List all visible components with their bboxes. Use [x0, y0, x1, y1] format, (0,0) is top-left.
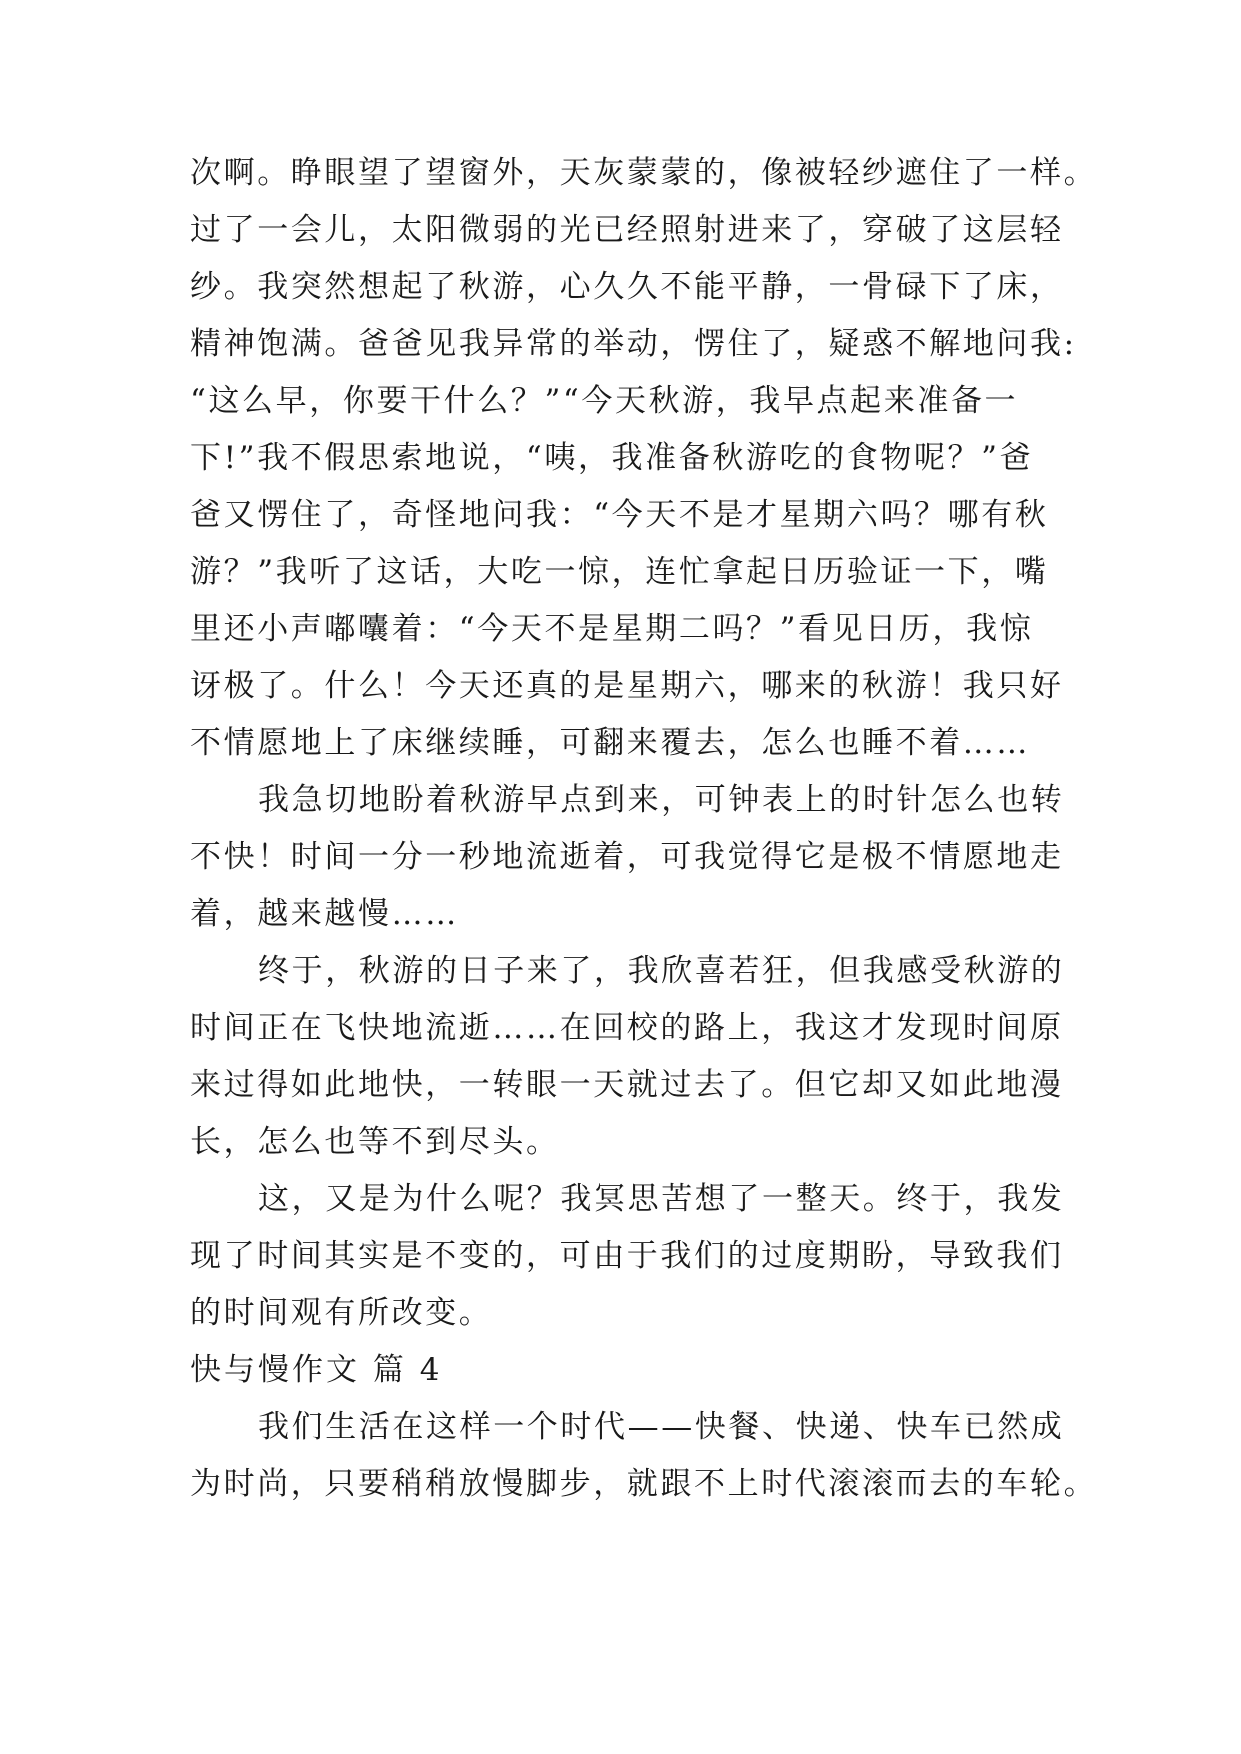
text-line: 纱。我突然想起了秋游，心久久不能平静，一骨碌下了床， — [190, 269, 1064, 305]
paragraph-first-line: 终于，秋游的日子来了，我欣喜若狂，但我感受秋游的 — [258, 953, 1065, 989]
paragraph-first-line: 我急切地盼着秋游早点到来，可钟表上的时针怎么也转 — [258, 782, 1065, 818]
text-line: 现了时间其实是不变的，可由于我们的过度期盼，导致我们 — [190, 1238, 1064, 1274]
text-line: 爸又愣住了，奇怪地问我：“今天不是才星期六吗？哪有秋 — [190, 497, 1049, 533]
text-line: 次啊。睁眼望了望窗外，天灰蒙蒙的，像被轻纱遮住了一样。 — [190, 155, 1098, 191]
text-line: 讶极了。什么！今天还真的是星期六，哪来的秋游！我只好 — [190, 668, 1064, 704]
section-heading: 快与慢作文 篇 4 — [190, 1352, 443, 1388]
text-line: 下!”我不假思索地说，“咦，我准备秋游吃的食物呢？”爸 — [190, 440, 1034, 476]
text-line: 的时间观有所改变。 — [190, 1295, 493, 1331]
text-line: 游？”我听了这话，大吃一惊，连忙拿起日历验证一下，嘴 — [190, 554, 1049, 590]
text-line: 时间正在飞快地流逝……在回校的路上，我这才发现时间原 — [190, 1010, 1064, 1046]
text-line: 来过得如此地快，一转眼一天就过去了。但它却又如此地漫 — [190, 1067, 1064, 1103]
text-line: 不情愿地上了床继续睡，可翻来覆去，怎么也睡不着…… — [190, 725, 1030, 761]
paragraph-first-line: 这，又是为什么呢？我冥思苦想了一整天。终于，我发 — [258, 1181, 1065, 1217]
text-line: 里还小声嘟囔着：“今天不是星期二吗？”看见日历，我惊 — [190, 611, 1034, 647]
text-line: 精神饱满。爸爸见我异常的举动，愣住了，疑惑不解地问我: — [190, 326, 1077, 362]
text-line: 过了一会儿，太阳微弱的光已经照射进来了，穿破了这层轻 — [190, 212, 1064, 248]
text-line: “这么早，你要干什么？”“今天秋游，我早点起来准备一 — [190, 383, 1019, 419]
text-line: 着，越来越慢…… — [190, 896, 459, 932]
text-line: 为时尚，只要稍稍放慢脚步，就跟不上时代滚滚而去的车轮。 — [190, 1466, 1098, 1502]
text-line: 长，怎么也等不到尽头。 — [190, 1124, 560, 1160]
paragraph-first-line: 我们生活在这样一个时代——快餐、快递、快车已然成 — [258, 1409, 1065, 1445]
text-line: 不快！时间一分一秒地流逝着，可我觉得它是极不情愿地走 — [190, 839, 1064, 875]
